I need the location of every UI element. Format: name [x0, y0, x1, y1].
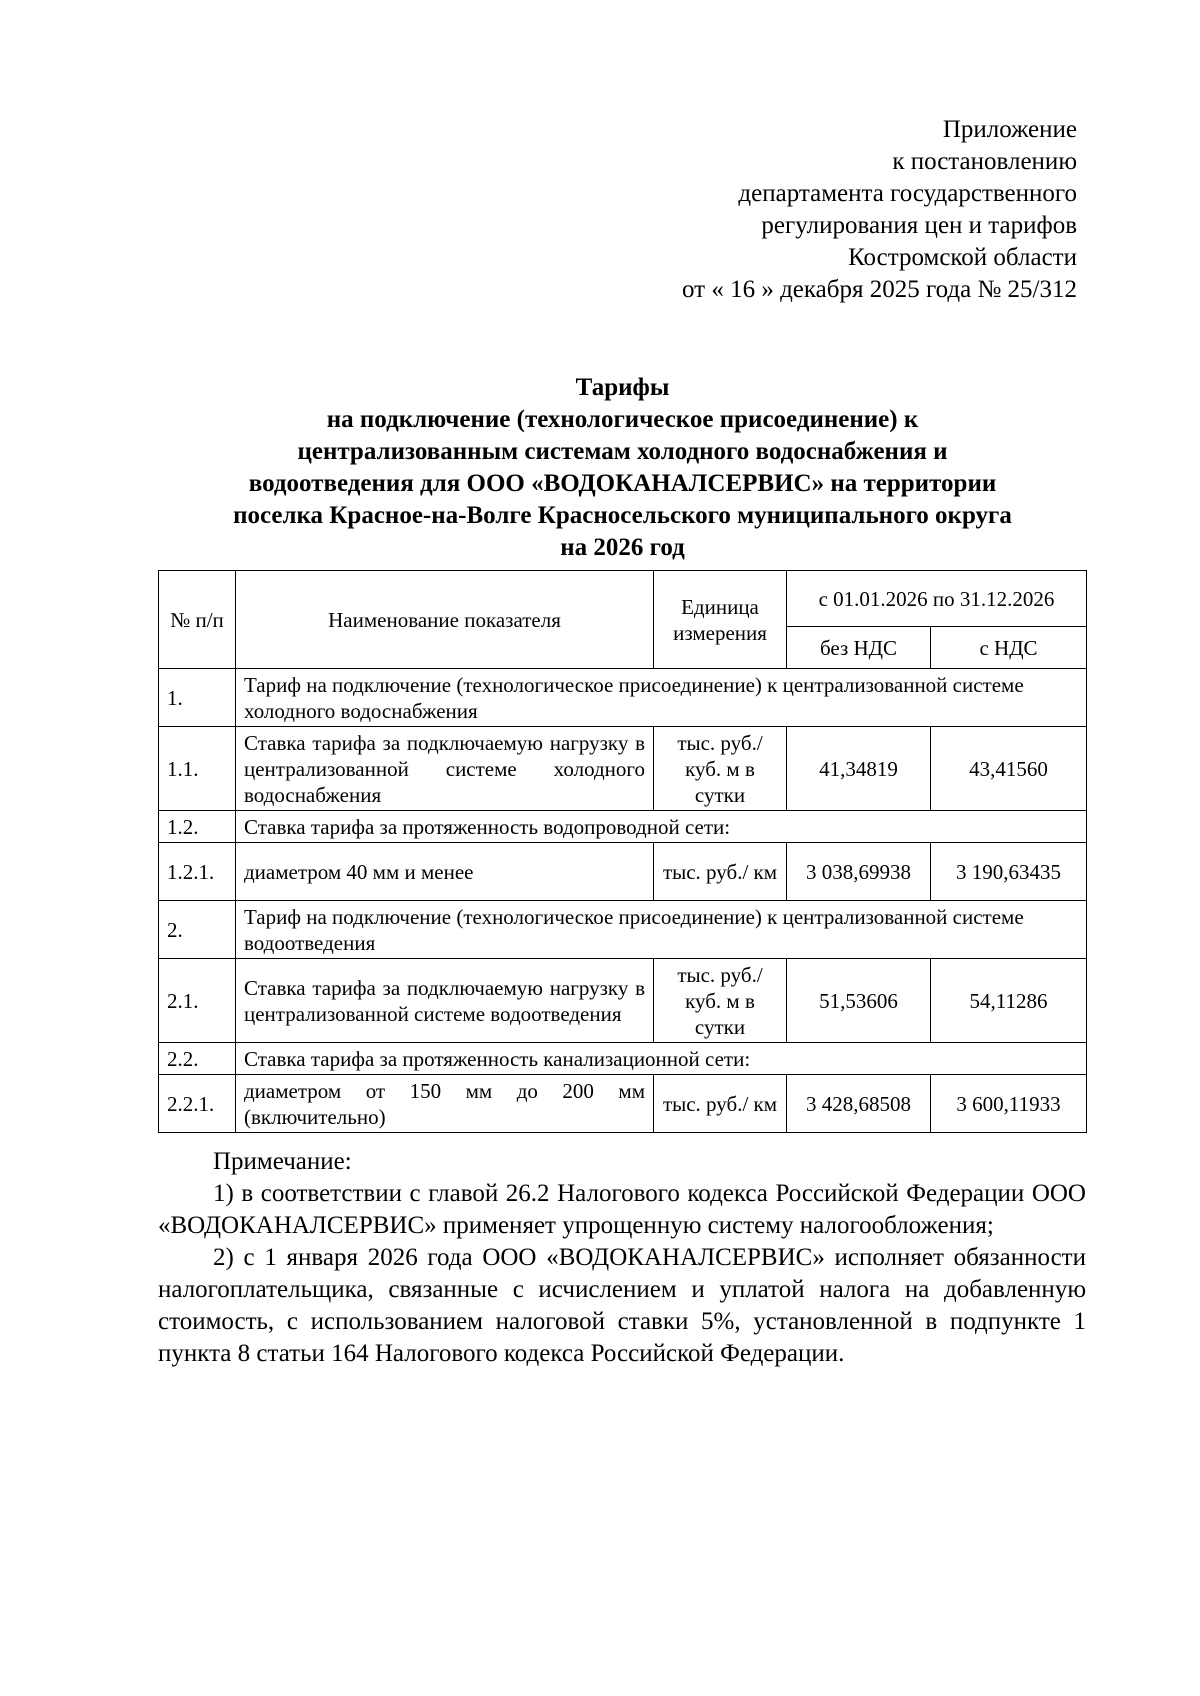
row-no-vat: 51,53606 — [787, 959, 931, 1043]
table-row — [159, 959, 1087, 1043]
row-no-vat: 41,34819 — [787, 727, 931, 811]
title-line: на подключение (технологическое присоединение) к — [326, 406, 919, 433]
appendix-line: регулирования цен и тарифов — [761, 212, 1077, 239]
row-no-vat: 3 038,69938 — [787, 843, 931, 901]
row-name: Ставка тарифа за подключаемую нагрузку в централизованной системе водоотведения — [236, 959, 654, 1043]
note-block — [158, 1146, 1086, 1370]
row-with-vat: 54,11286 — [931, 959, 1087, 1043]
appendix-line: департамента государственного — [738, 180, 1077, 207]
header-no-vat: без НДС — [787, 627, 931, 669]
header-num: № п/п — [159, 571, 236, 669]
row-name: Ставка тарифа за подключаемую нагрузку в централизованной системе холодного водоснабжения — [236, 727, 654, 811]
table-row — [159, 811, 1087, 843]
row-name: Ставка тарифа за протяженность канализационной сети: — [236, 1043, 1087, 1075]
row-name: Ставка тарифа за протяженность водопроводной сети: — [236, 811, 1087, 843]
table-row — [159, 727, 1087, 811]
title-line: централизованным системам холодного водоснабжения и — [297, 438, 948, 465]
table-row — [159, 901, 1087, 959]
appendix-line: к постановлению — [892, 148, 1077, 175]
note-item: 2) с 1 января 2026 года ООО «ВОДОКАНАЛСЕРВИС» исполняет обязанности налогоплательщика, связанные с исчислением и уплатой налога на добавленную стоимость, с использованием налоговой ставки 5%, установленной в подпункте 1 пункта 8 статьи 164 Налогового кодекса Российской Федерации. — [158, 1244, 1086, 1367]
row-num: 1.1. — [159, 727, 236, 811]
table-row — [159, 1043, 1087, 1075]
row-num: 2.1. — [159, 959, 236, 1043]
note-title: Примечание: — [213, 1148, 352, 1175]
table-header-row — [159, 571, 1087, 627]
header-name: Наименование показателя — [236, 571, 654, 669]
row-num: 1.2.1. — [159, 843, 236, 901]
row-unit: тыс. руб./ км — [654, 1075, 787, 1133]
appendix-block — [682, 114, 1077, 306]
row-num: 2. — [159, 901, 236, 959]
row-name: Тариф на подключение (технологическое присоединение) к централизованной системе холодного водоснабжения — [236, 669, 1087, 727]
row-no-vat: 3 428,68508 — [787, 1075, 931, 1133]
row-name: диаметром 40 мм и менее — [236, 843, 654, 901]
appendix-date-line: от « 16 » декабря 2025 года № 25/312 — [681, 276, 1077, 303]
title-line: водоотведения для ООО «ВОДОКАНАЛСЕРВИС» на территории — [248, 470, 997, 497]
appendix-line: Костромской области — [848, 244, 1077, 271]
note-item: 1) в соответствии с главой 26.2 Налогового кодекса Российской Федерации ООО «ВОДОКАНАЛСЕРВИС» применяет упрощенную систему налогообложения; — [158, 1180, 1086, 1239]
row-with-vat: 43,41560 — [931, 727, 1087, 811]
row-with-vat: 3 190,63435 — [931, 843, 1087, 901]
header-period: с 01.01.2026 по 31.12.2026 — [787, 571, 1087, 627]
document-title — [160, 372, 1085, 564]
table-row — [159, 669, 1087, 727]
table-row — [159, 1075, 1087, 1133]
header-unit: Единица измерения — [654, 571, 787, 669]
title-line: на 2026 год — [560, 534, 685, 561]
header-with-vat: с НДС — [931, 627, 1087, 669]
row-with-vat: 3 600,11933 — [931, 1075, 1087, 1133]
row-num: 1.2. — [159, 811, 236, 843]
row-num: 2.2. — [159, 1043, 236, 1075]
tariffs-table — [158, 570, 1087, 1133]
title-line: поселка Красное-на-Волге Красносельского муниципального округа — [233, 502, 1012, 529]
row-unit: тыс. руб./ км — [654, 843, 787, 901]
table-row — [159, 843, 1087, 901]
row-num: 1. — [159, 669, 236, 727]
row-num: 2.2.1. — [159, 1075, 236, 1133]
row-unit: тыс. руб./ куб. м в сутки — [654, 727, 787, 811]
appendix-line: Приложение — [942, 116, 1077, 143]
row-name: диаметром от 150 мм до 200 мм (включительно) — [236, 1075, 654, 1133]
row-name: Тариф на подключение (технологическое присоединение) к централизованной системе водоотведения — [236, 901, 1087, 959]
row-unit: тыс. руб./ куб. м в сутки — [654, 959, 787, 1043]
title-line: Тарифы — [575, 374, 670, 401]
